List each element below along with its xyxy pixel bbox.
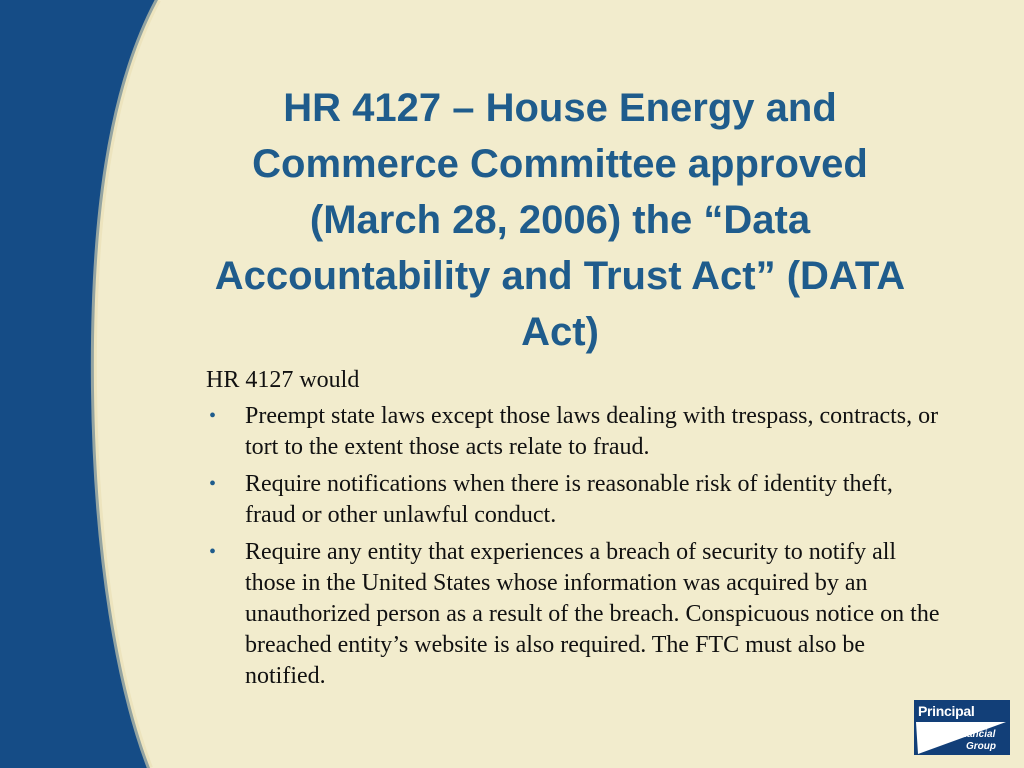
bullet-text: Require notifications when there is reasonable risk of identity theft, fraud or other unlawful conduct.	[245, 471, 893, 528]
logo-subtitle-2: Group	[966, 741, 996, 752]
bullet-item	[206, 469, 946, 531]
bullet-list	[206, 401, 946, 692]
title-bill-number: HR 4127 –	[283, 86, 475, 130]
bullet-dot-icon: •	[209, 473, 217, 495]
principal-financial-group-logo	[914, 700, 1010, 755]
bullet-dot-icon: •	[209, 405, 217, 427]
bullet-item	[206, 401, 946, 463]
title-description: House Energy and Commerce Committee approved (March 28, 2006) the “Data Accountability and Trust Act” (DATA Act)	[214, 86, 906, 354]
logo-brand: Principal	[918, 703, 975, 719]
swoosh-shape	[0, 0, 158, 768]
bullet-item	[206, 537, 946, 692]
logo-subtitle-1: Financial	[952, 729, 996, 740]
bullet-text: Preempt state laws except those laws dealing with trespass, contracts, or tort to the extent those acts relate to fraud.	[245, 403, 939, 460]
bullet-text: Require any entity that experiences a breach of security to notify all those in the United States whose information was acquired by an unauthorized person as a result of the breach. Conspicuous notice on the breached entity’s website is also required. The FTC must also be notified.	[245, 539, 940, 689]
body-intro: HR 4127 would	[206, 367, 360, 393]
slide-title	[188, 80, 932, 360]
slide-body	[206, 365, 946, 698]
bullet-dot-icon: •	[209, 541, 217, 563]
